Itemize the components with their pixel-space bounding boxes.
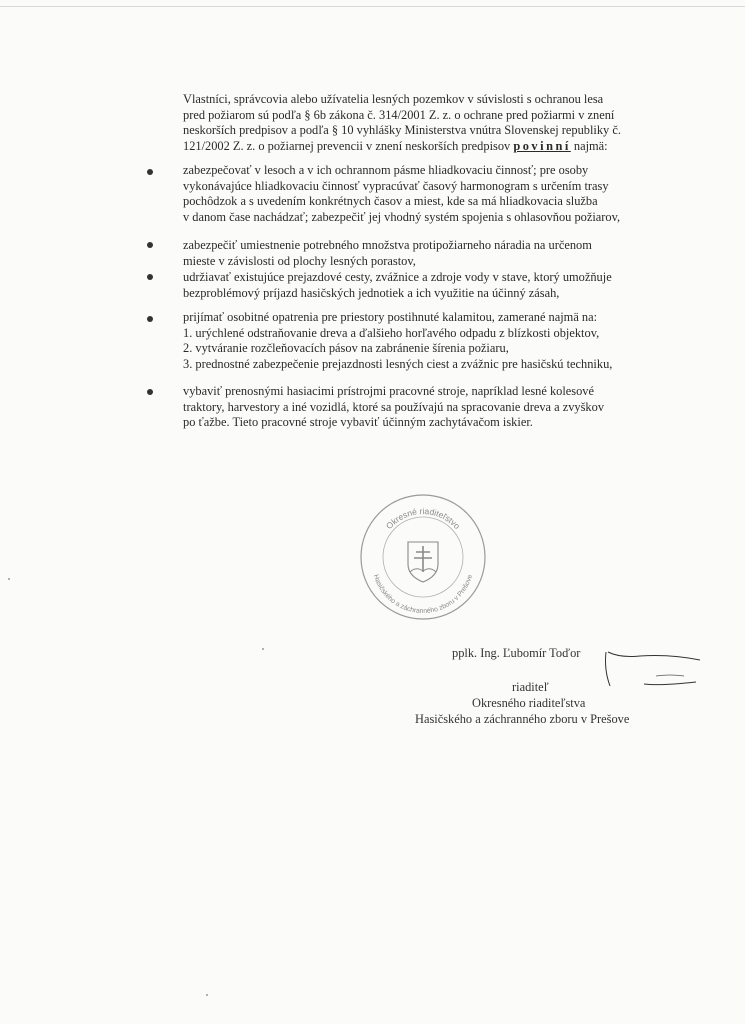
- bullet-icon: [147, 169, 153, 175]
- bullet-line: vybaviť prenosnými hasiacimi prístrojmi pracovné stroje, napríklad lesné kolesové: [183, 384, 594, 398]
- bullet-line: zabezpečovať v lesoch a v ich ochrannom pásme hliadkovaciu činnosť; pre osoby: [183, 163, 589, 177]
- bullet-line: 3. prednostné zabezpečenie prejazdnosti lesných ciest a zvážnic pre hasičskú techniku,: [183, 356, 613, 371]
- scan-speck: [8, 578, 10, 580]
- bullet-item: [183, 310, 679, 372]
- bullet-icon: [147, 389, 153, 395]
- handwritten-signature-icon: [600, 640, 710, 710]
- intro-paragraph: [183, 92, 679, 154]
- intro-line-last: [183, 139, 679, 155]
- bullet-item: [183, 238, 679, 269]
- intro-line: neskorších predpisov a podľa § 10 vyhlášky Ministerstva vnútra Slovenskej republiky č.: [183, 123, 621, 138]
- bullet-line: prijímať osobitné opatrenia pre priestory postihnuté kalamitou, zamerané najmä na:: [183, 310, 598, 324]
- bullet-item: [183, 384, 679, 431]
- bullet-line: traktory, harvestory a iné vozidlá, ktoré sa používajú na spracovanie dreva a zvyškov: [183, 399, 605, 414]
- bullet-line: 2. vytváranie rozčleňovacích pásov na zabránenie šírenia požiaru,: [183, 341, 509, 356]
- bullet-line: v danom čase nachádzať; zabezpečiť jej vhodný systém spojenia s ohlasovňou požiarov,: [183, 209, 621, 224]
- bullet-icon: [147, 274, 153, 280]
- scan-speck: [206, 994, 208, 996]
- signatory-title: riaditeľ: [512, 680, 549, 694]
- intro-line: pred požiarom sú podľa § 6b zákona č. 314/2001 Z. z. o ochrane pred požiarmi v znení: [183, 107, 615, 122]
- emphasis-obligated: povinní: [513, 138, 571, 153]
- bullet-icon: [147, 316, 153, 322]
- bullet-line: 1. urýchlené odstraňovanie dreva a ďalšieho horľavého odpadu z blízkosti objektov,: [183, 325, 600, 340]
- signatory-org-line1: Okresného riaditeľstva: [472, 696, 586, 710]
- signatory-name: pplk. Ing. Ľubomír Toďor: [452, 646, 581, 660]
- bullet-line: pochôdzok a s uvedením konkrétnych časov a miest, kde sa má hliadkovacia služba: [183, 194, 598, 209]
- bullet-line: mieste v závislosti od plochy lesných porastov,: [183, 253, 416, 268]
- bullet-icon: [147, 242, 153, 248]
- official-stamp-icon: [358, 492, 488, 622]
- bullet-line: zabezpečiť umiestnenie potrebného množstva protipožiarneho náradia na určenom: [183, 238, 592, 252]
- stamp-inner-text: Hasičského a záchranného zboru v Prešove: [371, 573, 475, 616]
- bullet-item: [183, 163, 679, 225]
- bullet-item: [183, 270, 679, 301]
- coat-of-arms-icon: [408, 542, 438, 582]
- bullet-line: bezproblémový príjazd hasičských jednotiek a ich využitie na účinný zásah,: [183, 285, 560, 300]
- scan-speck: [262, 648, 264, 650]
- stamp-outer-text: Okresné riaditeľstvo: [383, 505, 463, 532]
- intro-line: Vlastníci, správcovia alebo užívatelia lesných pozemkov v súvislosti s ochranou lesa: [183, 92, 604, 106]
- bullet-line: vykonávajúce hliadkovaciu činnosť vypracúvať časový harmonogram s určením trasy: [183, 178, 609, 193]
- intro-line-text: 121/2002 Z. z. o požiarnej prevencii v znení neskorších predpisov: [183, 138, 511, 153]
- intro-tail: najmä:: [570, 138, 608, 153]
- bullet-line: udržiavať existujúce prejazdové cesty, zvážnice a zdroje vody v stave, ktorý umožňuje: [183, 270, 612, 284]
- bullet-line: po ťažbe. Tieto pracovné stroje vybaviť účinným zachytávačom iskier.: [183, 415, 533, 430]
- signatory-org-line2: Hasičského a záchranného zboru v Prešove: [415, 712, 630, 726]
